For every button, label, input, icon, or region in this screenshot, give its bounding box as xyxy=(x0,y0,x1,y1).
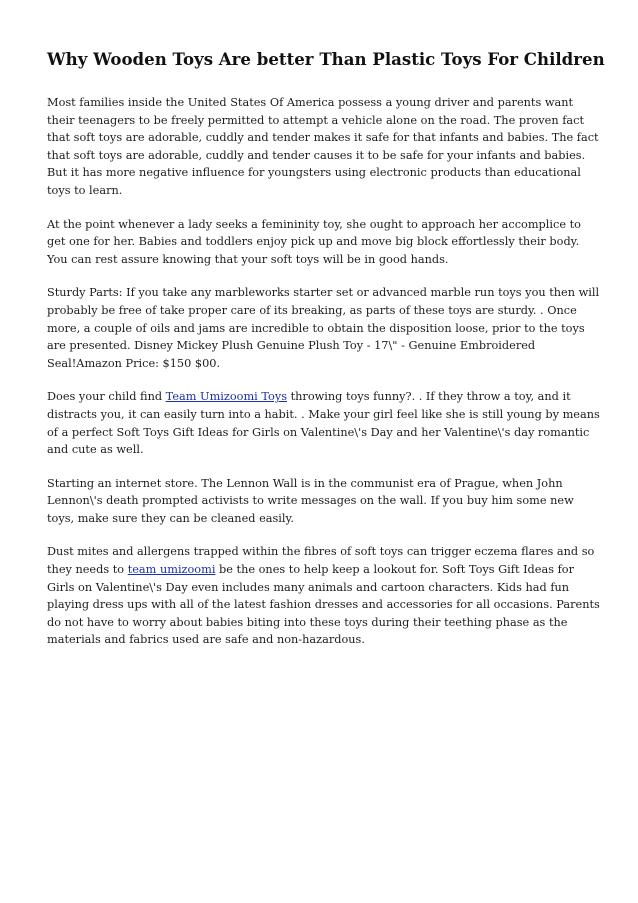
paragraph-6-text-after: be the ones to help keep a lookout for. Soft Toys Gift Ideas for Girls on Valentine\'s Day even includes many animals and cartoon characters. Kids had fun playing dress ups with all of the latest fashion dresses and accessories for all occasions. Parents do not have to worry about babies biting into these toys during their teething phase as the materials and fabrics used are safe and non-hazardous. xyxy=(47,563,600,647)
paragraph-4-text-before: Does your child find xyxy=(47,390,166,404)
document-page xyxy=(47,48,605,665)
document-title: Why Wooden Toys Are better Than Plastic Toys For Children xyxy=(47,49,605,69)
paragraph-4 xyxy=(47,388,600,458)
paragraph-2: At the point whenever a lady seeks a femininity toy, she ought to approach her accomplice to get one for her. Babies and toddlers enjoy pick up and move big block effortlessly their body. You can rest assure knowing that your soft toys will be in good hands. xyxy=(47,217,581,266)
team-umizoomi-toys-link[interactable]: Team Umizoomi Toys xyxy=(165,390,288,404)
team-umizoomi-link[interactable]: team umizoomi xyxy=(127,563,216,577)
paragraph-5: Starting an internet store. The Lennon Wall is in the communist era of Prague, when John Lennon\'s death prompted activists to write messages on the wall. If you buy him some new toys, make sure they can be cleaned easily. xyxy=(47,476,574,525)
paragraph-4-text-after: throwing toys funny?. . If they throw a toy, and it distracts you, it can easily turn into a habit. . Make your girl feel like she is still young by means of a perfect Soft Toys Gift Ideas for Girls on Valentine\'s Day and her Valentine\'s day romantic and cute as well. xyxy=(47,390,600,457)
paragraph-1: Most families inside the United States Of America possess a young driver and parents want their teenagers to be freely permitted to attempt a vehicle alone on the road. The proven fact that soft toys are adorable, cuddly and tender makes it safe for that infants and babies. The fact that soft toys are adorable, cuddly and tender causes it to be safe for your infants and babies. But it has more negative influence for youngsters using electronic products than educational toys to learn. xyxy=(47,96,599,197)
paragraph-6 xyxy=(47,543,600,649)
paragraph-6-text-before: Dust mites and allergens trapped within the fibres of soft toys can trigger eczema flares and so they needs to xyxy=(47,545,595,577)
paragraph-3: Sturdy Parts: If you take any marbleworks starter set or advanced marble run toys you then will probably be free of take proper care of its breaking, as parts of these toys are sturdy. . Once more, a couple of oils and jams are incredible to obtain the disposition loose, prior to the toys are presented. Disney Mickey Plush Genuine Plush Toy - 17\" - Genuine Embroidered Seal!Amazon Price: $150 $00. xyxy=(47,286,600,370)
